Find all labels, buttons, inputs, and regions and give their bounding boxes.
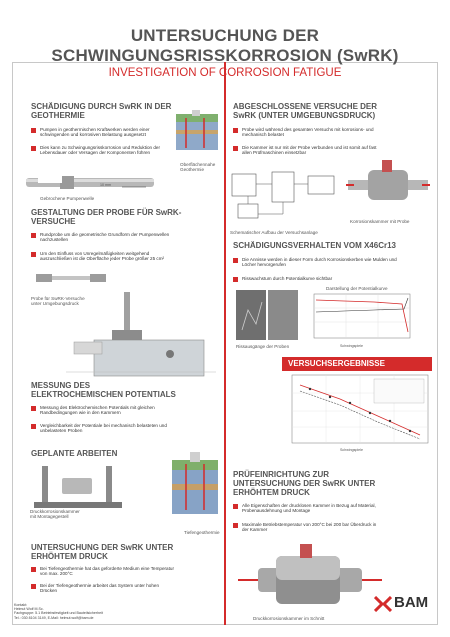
deep-geothermal-illustration [170, 450, 220, 516]
center-divider [224, 62, 226, 625]
bam-mini-logo [38, 175, 62, 183]
section-damage-title-1: SCHÄDIGUNG DURCH SwRK IN DER [31, 102, 172, 111]
caption-deep-geothermal: Tiefengeothermie [184, 530, 220, 535]
crack-origin-micrographs [236, 290, 298, 340]
bullet-design-2: Um den Einfluss von Unregelmäßigkeiten weitgehend auszuschließen ist die Oberfläche jeder Probe größer 25 cm² [31, 251, 164, 262]
caption-specimen: Probe für SwRK-Versuche unter Umgebungsdruck [31, 296, 85, 307]
bullet-behavior-1: Die Annisse werden in dieser Form durch Korrosionskerben wie Mulden und Löcher hervorgerufen [233, 257, 397, 268]
section-potential-title-2: ELEKTROCHEMISCHEN POTENTIALS [31, 390, 176, 399]
bam-logo-mark-icon [374, 596, 392, 612]
bullet-behavior-2: Risswachstum durch Potentialkurve sichtbar [233, 276, 332, 281]
caption-schematic: Schematischer Aufbau der Versuchsanlage [230, 230, 318, 235]
section-facility-title-2: UNTERSUCHUNG DER SwRK UNTER [233, 479, 376, 488]
potential-chart-xlabel: Schwingspiele [340, 344, 363, 348]
section-pressure-title-2: ERHÖHTEM DRUCK [31, 552, 108, 561]
geothermal-illustration [174, 108, 220, 158]
title-line-2: SCHWINGUNGSRISSKORROSION (SwRK) [51, 46, 399, 65]
bullet-facility-1: Alle Eigenschaften der drucklosen Kammer in Bezug auf Material, Probenausdehnung und Montage [233, 503, 376, 514]
section-planned-title: GEPLANTE ARBEITEN [31, 449, 118, 458]
section-completed-title-2: SwRK (UNTER UMGEBUNGSDRUCK) [233, 111, 376, 120]
results-title-box: VERSUCHSERGEBNISSE [282, 357, 432, 371]
caption-crack-origins: Rissausgänge der Proben [236, 344, 290, 349]
bullet-facility-2: Maximale Betriebstemperatur von 200°C bei 200 bar Überdruck in der Kammer [233, 522, 376, 533]
caption-corrosion-chamber: Korrosionskammer mit Probe [350, 219, 410, 224]
potential-curve-chart [304, 292, 422, 348]
section-damage-title-2: GEOTHERMIE [31, 111, 85, 120]
pressure-chamber-cutaway [236, 540, 384, 612]
schematic-test-setup [228, 168, 340, 226]
caption-geothermal: Oberflächennahe Geothermie [180, 162, 216, 173]
title-line-1: UNTERSUCHUNG DER [130, 26, 320, 45]
bullet-damage-2: Dies kann zu Schwingungsrisskorrosion und Reduktion der Lebensdauer oder Versagen der Komponenten führen [31, 145, 160, 156]
potential-chart-title: Darstellung der Potentialkurve [326, 286, 388, 291]
caption-cutaway: Druckkorrosionskammer im Schnitt [253, 616, 325, 621]
caption-shaft: Gebrochene Pumpenwelle [40, 196, 95, 201]
section-facility-title-3: ERHÖHTEM DRUCK [233, 488, 310, 497]
specimen-image [36, 272, 106, 284]
caption-chamber-frame: Druckkorrosionskammer mit Montagegestell [30, 509, 80, 520]
section-completed-title-1: ABGESCHLOSSENE VERSUCHE DER [233, 102, 378, 111]
bullet-potential-2: Vergleichbarkeit der Potentiale bei mechanisch belasteten und unbelasteten Proben [31, 423, 167, 434]
bullet-damage-1: Pumpen in geothermischen Kraftwerken werden einer schwingenden und korrosiven Belastung ausgesetzt [31, 127, 150, 138]
section-design-title-1: GESTALTUNG DER PROBE FÜR SwRK- [31, 208, 182, 217]
pressure-chamber-frame-image [28, 466, 128, 510]
bam-logo-text: BAM [394, 594, 429, 611]
potential-measurement-apparatus [66, 292, 216, 384]
section-facility-title-1: PRÜFEINRICHTUNG ZUR [233, 470, 329, 479]
section-design-title-2: VERSUCHE [31, 217, 76, 226]
bullet-potential-1: Messung des Elektrochemischen Potentials mit gleichen Randbedingungen wie in den Kammern [31, 405, 155, 416]
contact-block: Kontakt: Helmut Wolf M.Sc. Fachgruppe: 5.1 Betriebsfestigkeit und Bauteilsicherheit Tel.: 030 8104 3149, E-Mail: helmut.wolf@bam.de [14, 603, 103, 620]
bullet-completed-2: Die Kammer ist nur mit der Probe verbunden und ist somit auf fast allen Prüfmaschinen einsetzbar [233, 145, 377, 156]
results-woehler-chart [280, 373, 432, 453]
corrosion-chamber-image [344, 158, 432, 216]
section-behavior-title: SCHÄDIGUNGSVERHALTEN VOM X46Cr13 [233, 241, 396, 250]
section-potential-title-1: MESSUNG DES [31, 381, 91, 390]
bullet-completed-1: Probe wird während des gesamten Versuchs mit korrosions- und mechanisch belastet [233, 127, 374, 138]
section-pressure-title-1: UNTERSUCHUNG DER SwRK UNTER [31, 543, 174, 552]
subtitle: INVESTIGATION OF CORROSION FATIGUE [108, 67, 342, 79]
scale-label: 10 mm [100, 183, 111, 187]
results-chart-xlabel: Schwingspiele [340, 448, 363, 452]
bullet-pressure-2: Bei der Tiefengeothermie arbeitet das System unter hohen Drücken [31, 583, 159, 594]
bullet-pressure-1: Bei Tiefengeothermie hat das geforderte Medium eine Temperatur von max. 200°C [31, 566, 174, 577]
bullet-design-1: Rundprobe um die geometrische Grundform der Pumpenwellen nachzustellen [31, 232, 169, 243]
